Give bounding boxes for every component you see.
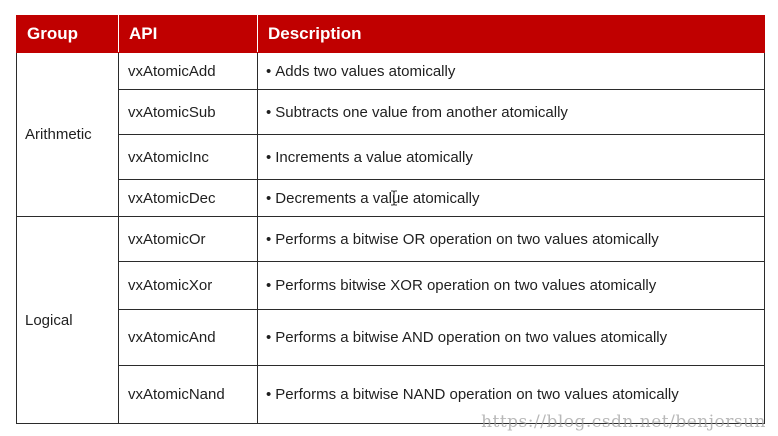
header-group: Group: [17, 16, 119, 53]
description-text: Decrements a value atomically: [275, 189, 480, 207]
api-cell: vxAtomicAnd: [119, 310, 258, 366]
group-cell-logical: Logical: [17, 217, 119, 424]
description-text: Subtracts one value from another atomically: [275, 103, 568, 121]
api-cell: vxAtomicDec: [119, 180, 258, 217]
description-text: Performs a bitwise NAND operation on two values atomically: [275, 386, 679, 403]
watermark: https://blog.csdn.net/benjorsun: [481, 412, 766, 432]
api-cell: vxAtomicNand: [119, 366, 258, 424]
bullet: •: [266, 189, 272, 207]
description-text: Adds two values atomically: [275, 62, 456, 80]
description-cell: [258, 180, 765, 217]
description-cell: [258, 135, 765, 180]
atomic-api-table: [16, 15, 765, 424]
description-cell: [258, 262, 765, 310]
table-header-row: [17, 16, 765, 53]
group-cell-arithmetic: Arithmetic: [17, 53, 119, 217]
api-cell: vxAtomicInc: [119, 135, 258, 180]
table-row: [17, 53, 765, 90]
table-row: [17, 310, 765, 366]
description-cell: [258, 53, 765, 90]
table-row: [17, 217, 765, 262]
description-text: Increments a value atomically: [275, 148, 473, 166]
api-cell: vxAtomicSub: [119, 90, 258, 135]
bullet: •: [266, 62, 272, 80]
description-text: Performs a bitwise OR operation on two values atomically: [275, 230, 659, 248]
bullet: •: [266, 386, 272, 403]
table-row: [17, 180, 765, 217]
bullet: •: [266, 277, 272, 294]
bullet: •: [266, 103, 272, 121]
header-description: Description: [258, 16, 765, 53]
api-cell: vxAtomicXor: [119, 262, 258, 310]
api-cell: vxAtomicAdd: [119, 53, 258, 90]
description-text: Performs a bitwise AND operation on two values atomically: [275, 329, 668, 346]
bullet: •: [266, 148, 272, 166]
table-row: [17, 90, 765, 135]
description-cell: [258, 366, 765, 424]
header-api: API: [119, 16, 258, 53]
description-cell: [258, 217, 765, 262]
api-cell: vxAtomicOr: [119, 217, 258, 262]
bullet: •: [266, 329, 272, 346]
description-cell: [258, 310, 765, 366]
table-row: [17, 366, 765, 424]
description-text: Performs bitwise XOR operation on two values atomically: [275, 277, 657, 294]
bullet: •: [266, 230, 272, 248]
table-row: [17, 135, 765, 180]
table-row: [17, 262, 765, 310]
description-cell: [258, 90, 765, 135]
